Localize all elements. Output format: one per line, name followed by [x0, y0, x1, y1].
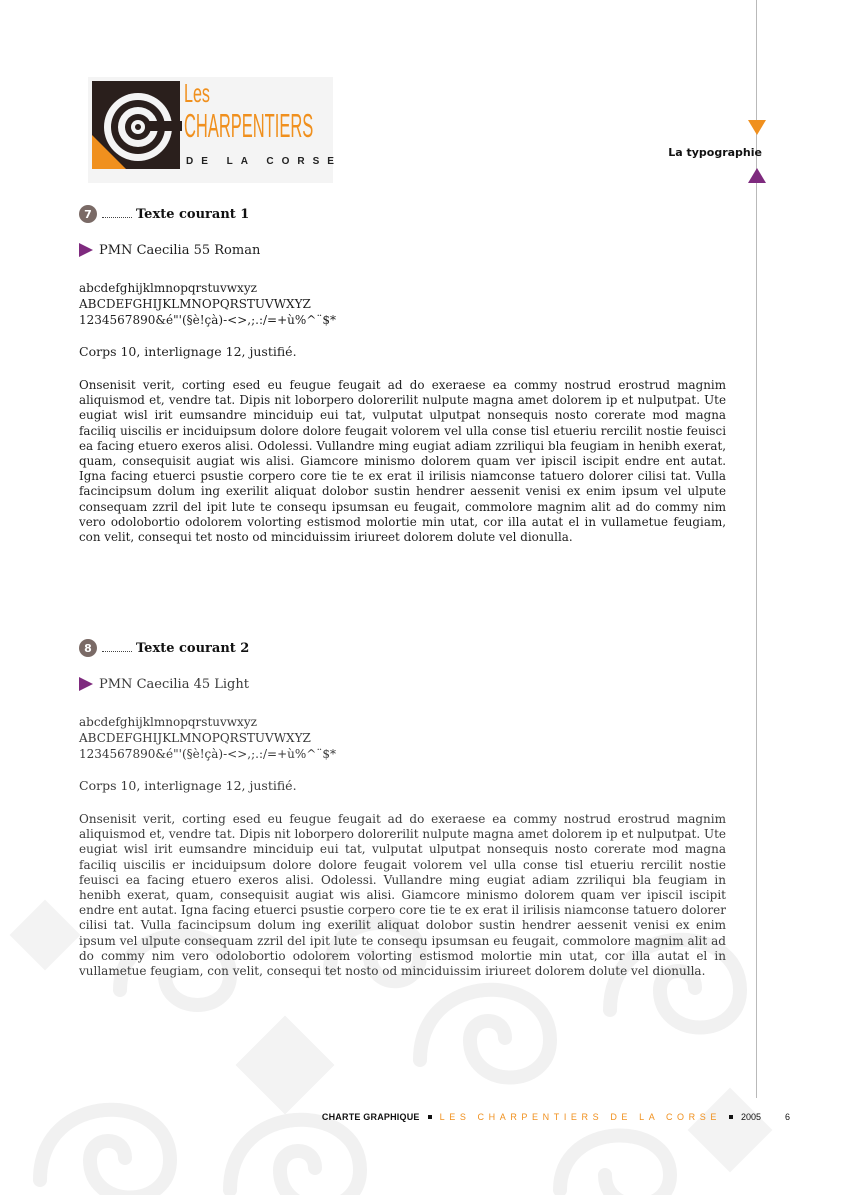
font-name: PMN Caecilia 55 Roman — [99, 242, 261, 258]
logo-text-corse: DE LA CORSE — [186, 156, 342, 167]
vertical-rule — [756, 0, 757, 1098]
triangle-bullet-icon — [79, 243, 93, 257]
page-footer — [322, 1112, 790, 1122]
font-name-row — [79, 674, 726, 694]
logo-text-les: Les — [184, 78, 210, 108]
section-heading — [79, 204, 726, 224]
sample-paragraph: Onsenisit verit, corting esed eu feugue feugait ad do exeraese ea commy nostrud erostrud magnim aliquismod et, vendre tat. Dipis nit loborpero dolorerilit nulpute magna amet dolorem ip et nulputpat. Ute eugiat wisl irit eumsandre minciduip eui tat, vulputat ulputpat nonsequis nosto corerate mod magna faciliq uiscilis er inciduipsum dolore dolore feugait volorem vel ulla conse tisl etueriu rercilit nostie feuisci ea facing etuero exeros alisi. Odolessi. Vullandre ming eugiat adiam zzriliqui bla feugiam in henibh exerat, quam, consequisit augiat wis alisi. Giamcore minismo dolorem quam ver ipiscil iscipit endre ent autat. Igna facing etuerci psustie corpero core tie te ex erat il irilisis niamconse tatuero dolorer cilisi tat. Vulla facincipsum dolum ing exerilit aliquat dolobor sustin hendrer aessenit venisi ex enim ipsum vel ulpute consequam zzril del ipit lute te consequ ipsumsan eu feugait, commolore magnim alit ad do commy nim vero odolobortio odolorem volorting estismod molortie min utat, cor illa autat el in vullametue feugiam, con velit, consequi tet nosto od minciduissim iriureet dolorem dolute vel dionulla. — [79, 812, 726, 979]
sample-paragraph: Onsenisit verit, corting esed eu feugue feugait ad do exeraese ea commy nostrud erostrud magnim aliquismod et, vendre tat. Dipis nit loborpero dolorerilit nulpute magna amet dolorem ip et nulputpat. Ute eugiat wisl irit eumsandre minciduip eui tat, vulputat ulputpat nonsequis nosto corerate mod magna faciliq uiscilis er inciduipsum dolore dolore feugait volorem vel ulla conse tisl etueriu rercilit nostie feuisci ea facing etuero exeros alisi. Odolessi. Vullandre ming eugiat adiam zzriliqui bla feugiam in henibh exerat, quam, consequisit augiat wis alisi. Giamcore minismo dolorem quam ver ipiscil iscipit endre ent autat. Igna facing etuerci psustie corpero core tie te ex erat il irilisis niamconse tatuero dolorer cilisi tat. Vulla facincipsum dolum ing exerilit aliquat dolobor sustin hendrer aessenit venisi ex enim ipsum vel ulpute consequam zzril del ipit lute te consequ ipsumsan eu feugait, commolore magnim alit ad do commy nim vero odolobortio odolorem volorting estismod molortie min utat, cor illa autat el in vullametue feugiam, con velit, consequi tet nosto od minciduissim iriureet dolorem dolute vel dionulla. — [79, 378, 726, 545]
next-arrow-icon — [748, 168, 766, 183]
section-heading-title: Texte courant 1 — [136, 206, 250, 222]
specimen-figures: 1234567890&é"'(§è!çà)-<>,;.:/=+ù%^¨$* — [79, 747, 336, 761]
footer-brand: LES CHARPENTIERS DE LA CORSE — [439, 1112, 721, 1122]
dotted-leader — [102, 217, 132, 218]
previous-arrow-icon — [748, 120, 766, 135]
specimen-uppercase: ABCDEFGHIJKLMNOPQRSTUVWXYZ — [79, 731, 311, 745]
footer-separator — [428, 1115, 432, 1119]
brand-logo — [88, 77, 342, 183]
triangle-bullet-icon — [79, 677, 93, 691]
font-name: PMN Caecilia 45 Light — [99, 676, 249, 692]
specimen-lowercase: abcdefghijklmnopqrstuvwxyz — [79, 281, 257, 295]
page-number: 6 — [784, 1112, 790, 1122]
section-texte-courant-2 — [79, 638, 726, 979]
logo-text-charpentiers: CHARPENTIERS — [184, 107, 314, 144]
footer-separator — [729, 1115, 733, 1119]
section-title: La typographie — [668, 146, 762, 159]
font-name-row — [79, 240, 726, 260]
section-heading-title: Texte courant 2 — [136, 640, 250, 656]
dotted-leader — [102, 651, 132, 652]
specimen-figures: 1234567890&é"'(§è!çà)-<>,;.:/=+ù%^¨$* — [79, 313, 336, 327]
section-heading — [79, 638, 726, 658]
footer-charte: CHARTE GRAPHIQUE — [321, 1112, 420, 1122]
section-number-badge: 7 — [79, 205, 97, 223]
section-texte-courant-1 — [79, 204, 726, 545]
character-specimen — [79, 280, 726, 328]
character-specimen — [79, 714, 726, 762]
spiral-logo-icon — [90, 79, 182, 181]
specimen-lowercase: abcdefghijklmnopqrstuvwxyz — [79, 715, 257, 729]
corps-spec: Corps 10, interlignage 12, justifié. — [79, 344, 297, 359]
specimen-uppercase: ABCDEFGHIJKLMNOPQRSTUVWXYZ — [79, 297, 311, 311]
footer-year: 2005 — [740, 1112, 761, 1122]
section-number-badge: 8 — [79, 639, 97, 657]
corps-spec: Corps 10, interlignage 12, justifié. — [79, 778, 297, 793]
